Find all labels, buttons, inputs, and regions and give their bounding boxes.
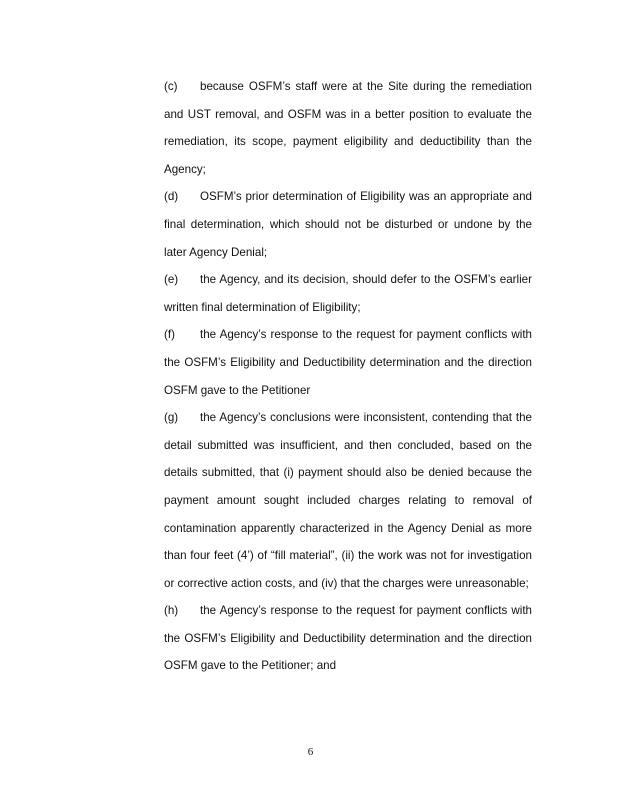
paragraph-f: [164, 321, 532, 404]
paragraph-e: [164, 266, 532, 321]
paragraph-marker: (c): [164, 80, 178, 93]
paragraph-marker: (g): [164, 411, 179, 425]
paragraph-text: the Agency’s conclusions were inconsistent, contending that the detail submitted was insufficient, and then concluded, based on the details submitted, that (i) payment should also be denied because the payment amount sought included charges relating to removal of contamination apparently characterized in the Agency Denial as more than four feet (4’) of “fill material”, (ii) the work was not for investigation or corrective action costs, and (iv) that the charges were unreasonable;: [164, 411, 532, 590]
paragraph-text: the Agency’s response to the request for payment conflicts with the OSFM’s Eligibility and Deductibility determination and the direction OSFM gave to the Petitioner: [164, 328, 532, 397]
paragraph-text: the Agency’s response to the request for payment conflicts with the OSFM’s Eligibility and Deductibility determination and the direction OSFM gave to the Petitioner; and: [164, 604, 532, 673]
paragraph-c: [164, 73, 532, 183]
paragraph-text: because OSFM’s staff were at the Site during the remediation and UST removal, and OSFM was in a better position to evaluate the remediation, its scope, payment eligibility and deductibility than the Agency;: [164, 80, 532, 176]
paragraph-text: the Agency, and its decision, should defer to the OSFM’s earlier written final determination of Eligibility;: [164, 273, 532, 314]
paragraph-marker: (h): [164, 604, 179, 618]
paragraph-h: [164, 597, 532, 680]
paragraph-text: OSFM’s prior determination of Eligibility was an appropriate and final determination, which should not be disturbed or undone by the later Agency Denial;: [164, 190, 532, 259]
paragraph-g: [164, 404, 532, 597]
paragraph-marker: (f): [164, 328, 175, 342]
paragraph-marker: (d): [164, 190, 179, 204]
paragraph-d: [164, 183, 532, 266]
body-text: [164, 73, 532, 680]
paragraph-marker: (e): [164, 273, 179, 287]
page-number: 6: [307, 746, 314, 758]
